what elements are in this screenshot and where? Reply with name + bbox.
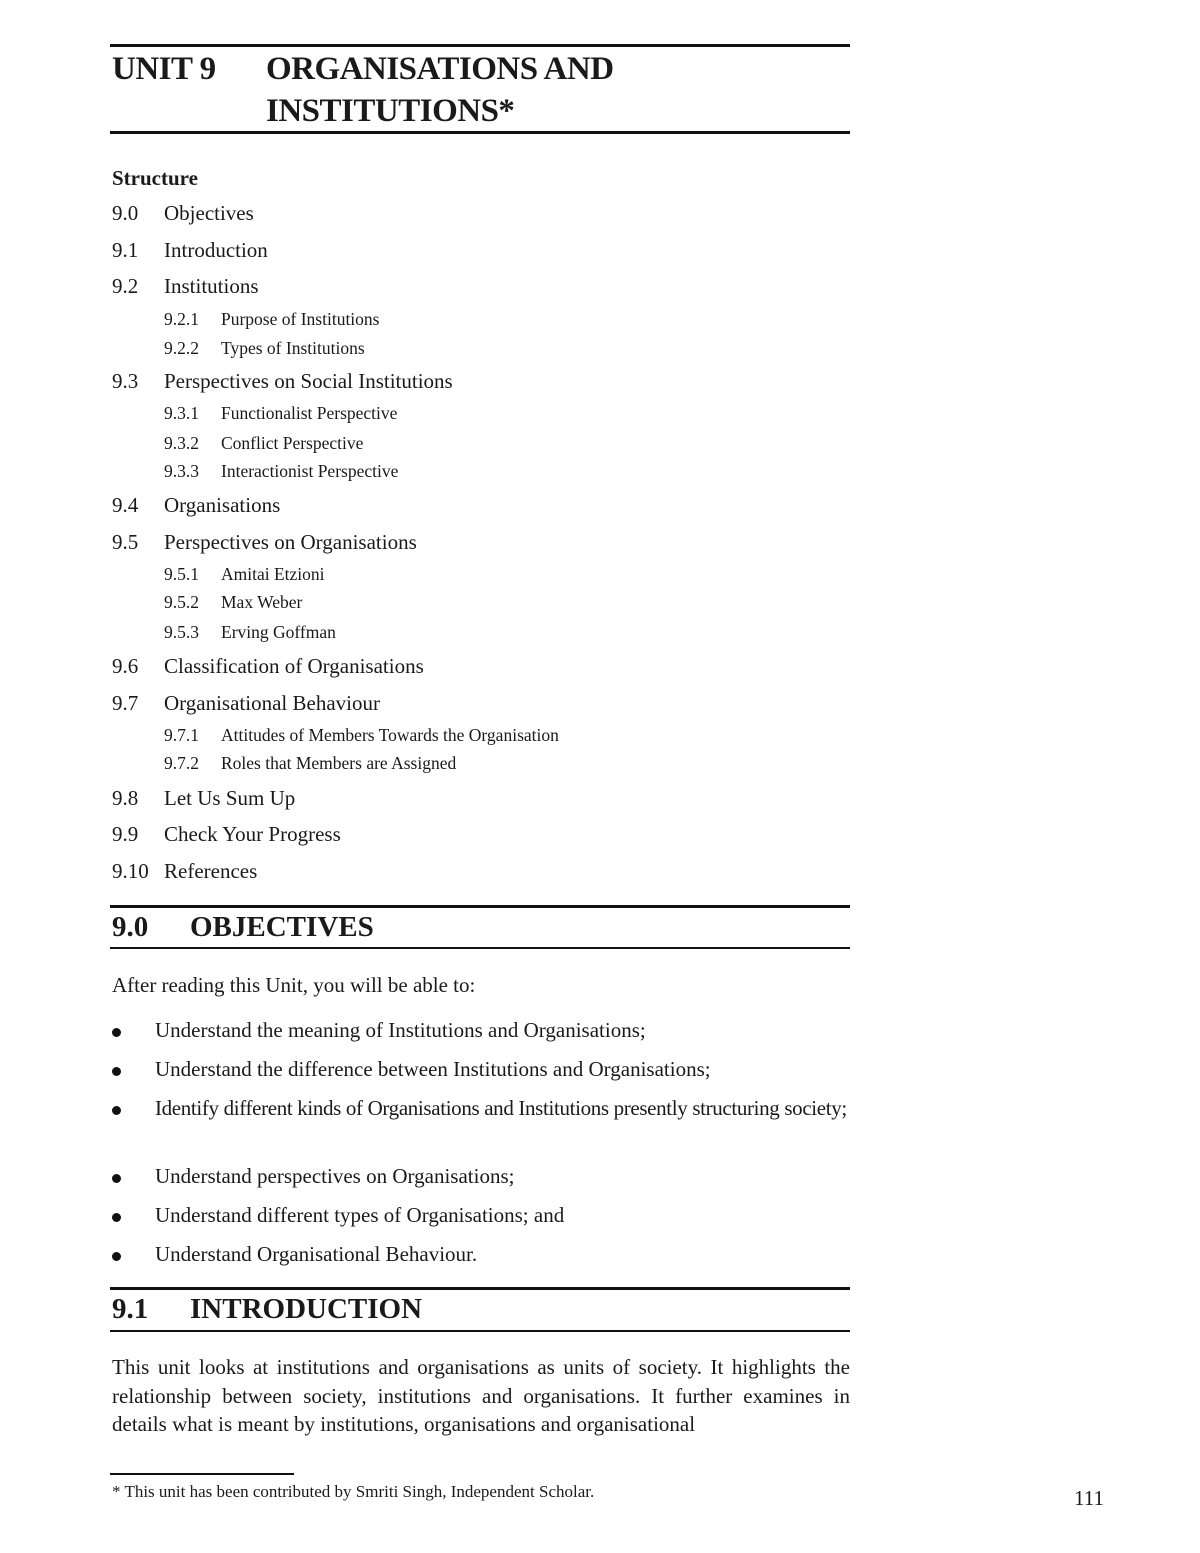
objectives-intro: After reading this Unit, you will be able to:: [112, 973, 476, 997]
bullet-icon: [112, 1106, 121, 1115]
toc-item-label: Organisational Behaviour: [164, 691, 380, 715]
toc-item-number: 9.3.2: [164, 433, 199, 453]
toc-item-label: Interactionist Perspective: [221, 461, 399, 481]
toc-item-label: Attitudes of Members Towards the Organisation: [221, 725, 559, 745]
toc-item-number: 9.7.1: [164, 725, 199, 745]
toc-item: [112, 786, 295, 811]
toc-item-label: Amitai Etzioni: [221, 564, 325, 584]
objectives-top-rule: [110, 905, 850, 908]
toc-item: [112, 530, 417, 555]
toc-item: [112, 201, 254, 226]
toc-subitem: [164, 461, 398, 482]
toc-item-number: 9.3.3: [164, 461, 199, 481]
toc-item-label: Functionalist Perspective: [221, 403, 398, 423]
toc-item-number: 9.5: [112, 530, 139, 554]
toc-item: [112, 274, 259, 299]
toc-item-label: Conflict Perspective: [221, 433, 364, 453]
bullet-icon: [112, 1213, 121, 1222]
toc-item-number: 9.5.2: [164, 592, 199, 612]
toc-item-number: 9.3.1: [164, 403, 199, 423]
bullet-icon: [112, 1252, 121, 1261]
footnote: * This unit has been contributed by Smriti Singh, Independent Scholar.: [112, 1482, 595, 1501]
toc-item: [112, 822, 341, 847]
toc-subitem: [164, 753, 456, 774]
toc-item-number: 9.5.1: [164, 564, 199, 584]
toc-item-label: Check Your Progress: [164, 822, 341, 846]
introduction-paragraph: This unit looks at institutions and organisations as units of society. It highlights the relationship between society, institutions and organisations. It further examines in details what is meant by institutions, organisations and organisational: [112, 1355, 850, 1436]
toc-item-label: Objectives: [164, 201, 254, 225]
structure-heading: Structure: [112, 166, 198, 190]
toc-item-number: 9.10: [112, 859, 149, 883]
objectives-heading: [112, 911, 374, 944]
title-bottom-rule: [110, 131, 850, 134]
footnote-rule: [110, 1473, 294, 1475]
list-item-text: Understand the difference between Institutions and Organisations;: [155, 1057, 711, 1081]
toc-item: [112, 493, 280, 518]
list-item-text: Understand the meaning of Institutions and Organisations;: [155, 1018, 646, 1042]
toc-item-label: References: [164, 859, 258, 883]
toc-item-number: 9.1: [112, 238, 139, 262]
section-number: 9.1: [112, 1293, 149, 1325]
toc-item-number: 9.6: [112, 654, 139, 678]
toc-item-label: Types of Institutions: [221, 338, 365, 358]
section-number: 9.0: [112, 911, 149, 943]
toc-item-label: Max Weber: [221, 592, 303, 612]
toc-item: [112, 238, 268, 263]
toc-item: [112, 369, 453, 394]
unit-title-line1: ORGANISATIONS AND: [266, 51, 614, 87]
list-item-text: Understand perspectives on Organisations;: [155, 1164, 515, 1188]
toc-subitem: [164, 564, 325, 585]
toc-item-label: Roles that Members are Assigned: [221, 753, 457, 773]
bullet-icon: [112, 1174, 121, 1183]
toc-item-label: Erving Goffman: [221, 622, 336, 642]
bullet-icon: [112, 1067, 121, 1076]
unit-title-line2: INSTITUTIONS*: [266, 93, 515, 129]
toc-subitem: [164, 338, 365, 359]
toc-item-number: 9.0: [112, 201, 139, 225]
toc-item-number: 9.9: [112, 822, 139, 846]
toc-item-number: 9.2: [112, 274, 139, 298]
toc-item-number: 9.2.2: [164, 338, 199, 358]
toc-subitem: [164, 725, 559, 746]
introduction-heading: [112, 1293, 422, 1326]
toc-item: [112, 691, 380, 716]
list-item-text: Understand Organisational Behaviour.: [155, 1242, 478, 1266]
toc-item-label: Perspectives on Organisations: [164, 530, 417, 554]
toc-subitem: [164, 622, 336, 643]
toc-item-number: 9.5.3: [164, 622, 199, 642]
section-title: OBJECTIVES: [190, 911, 374, 943]
toc-item-label: Institutions: [164, 274, 259, 298]
list-item-text: Identify different kinds of Organisations and Institutions presently structuring society;: [155, 1096, 847, 1120]
objectives-bottom-rule: [110, 947, 850, 949]
toc-item-number: 9.7.2: [164, 753, 199, 773]
toc-item-number: 9.3: [112, 369, 139, 393]
toc-item-number: 9.7: [112, 691, 139, 715]
toc-item: [112, 654, 424, 679]
toc-item-label: Purpose of Institutions: [221, 309, 380, 329]
list-item-text: Understand different types of Organisations; and: [155, 1203, 565, 1227]
toc-subitem: [164, 403, 397, 424]
section-title: INTRODUCTION: [190, 1293, 423, 1325]
toc-item-label: Introduction: [164, 238, 268, 262]
title-top-rule: [110, 44, 850, 47]
page-number: 111: [1074, 1486, 1104, 1510]
toc-subitem: [164, 309, 379, 330]
bullet-icon: [112, 1028, 121, 1037]
toc-item-label: Perspectives on Social Institutions: [164, 369, 453, 393]
toc-item-number: 9.4: [112, 493, 139, 517]
toc-item-label: Organisations: [164, 493, 281, 517]
unit-number: UNIT 9: [112, 51, 216, 87]
toc-item-label: Classification of Organisations: [164, 654, 424, 678]
introduction-top-rule: [110, 1287, 850, 1290]
toc-item: [112, 859, 257, 884]
toc-item-number: 9.8: [112, 786, 139, 810]
toc-item-label: Let Us Sum Up: [164, 786, 296, 810]
toc-subitem: [164, 592, 302, 613]
introduction-bottom-rule: [110, 1330, 850, 1332]
toc-item-number: 9.2.1: [164, 309, 199, 329]
toc-subitem: [164, 433, 363, 454]
